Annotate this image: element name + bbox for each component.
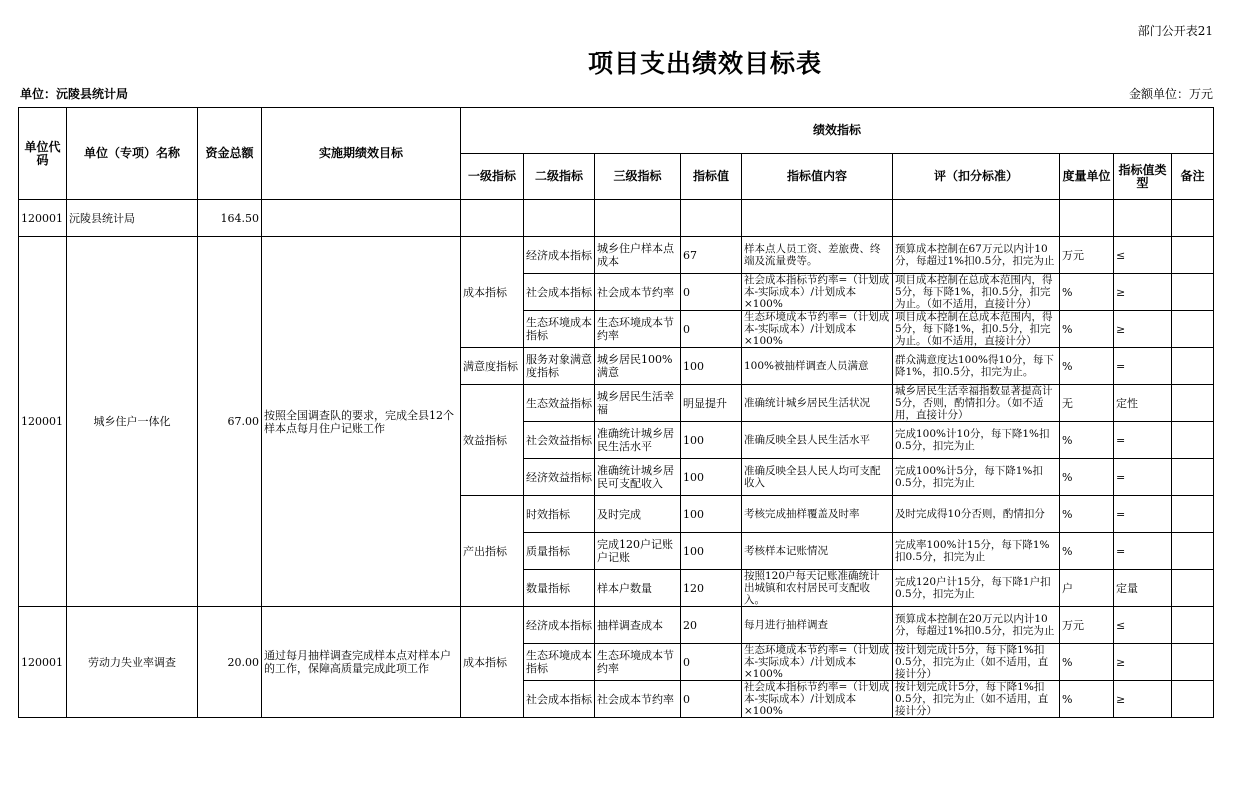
- level3-indicator: 完成120户记账户记账: [595, 533, 681, 570]
- remark: [1172, 348, 1214, 385]
- value-type: ≥: [1114, 681, 1172, 718]
- indicator-value: 100: [681, 422, 742, 459]
- level1-indicator: 成本指标: [461, 237, 524, 348]
- level2-indicator: 生态效益指标: [524, 385, 595, 422]
- level3-indicator: 社会成本节约率: [595, 274, 681, 311]
- measure-unit: 万元: [1060, 237, 1114, 274]
- scoring-standard: 完成120户计15分，每下降1户扣0.5分，扣完为止: [893, 570, 1060, 607]
- scoring-standard: 完成100%计10分，每下降1%扣0.5分，扣完为止: [893, 422, 1060, 459]
- level2-indicator: 服务对象满意度指标: [524, 348, 595, 385]
- value-type: ≥: [1114, 644, 1172, 681]
- indicator-value: 0: [681, 681, 742, 718]
- indicator-value: 100: [681, 533, 742, 570]
- level2-indicator: 经济成本指标: [524, 607, 595, 644]
- level3-indicator: 准确统计城乡居民生活水平: [595, 422, 681, 459]
- level3-indicator: 准确统计城乡居民可支配收入: [595, 459, 681, 496]
- value-type: =: [1114, 496, 1172, 533]
- indicator-content: 100%被抽样调查人员满意: [742, 348, 893, 385]
- project-code: 120001: [19, 607, 67, 718]
- scoring-standard: 预算成本控制在67万元以内计10分，每超过1%扣0.5分，扣完为止: [893, 237, 1060, 274]
- indicator-value: 20: [681, 607, 742, 644]
- remark: [1172, 422, 1214, 459]
- scoring-standard: 项目成本控制在总成本范围内，得5分，每下降1%，扣0.5分，扣完为止。（如不适用，直接计分）: [893, 274, 1060, 311]
- remark: [1172, 681, 1214, 718]
- level3-indicator: 生态环境成本节约率: [595, 311, 681, 348]
- indicator-row: [19, 607, 1214, 644]
- indicator-value: 67: [681, 237, 742, 274]
- remark: [1172, 459, 1214, 496]
- level3-indicator: 样本户数量: [595, 570, 681, 607]
- measure-unit: 万元: [1060, 607, 1114, 644]
- header-level2: 二级指标: [524, 154, 595, 200]
- value-type: =: [1114, 348, 1172, 385]
- measure-unit: 无: [1060, 385, 1114, 422]
- indicator-content: 按照120户每天记账准确统计出城镇和农村居民可支配收入。: [742, 570, 893, 607]
- indicator-content: 样本点人员工资、差旅费、终端及流量费等。: [742, 237, 893, 274]
- project-amount: 67.00: [198, 237, 262, 607]
- indicator-value: 100: [681, 348, 742, 385]
- measure-unit: %: [1060, 681, 1114, 718]
- scoring-standard: 项目成本控制在总成本范围内，得5分，每下降1%，扣0.5分，扣完为止。（如不适用，直接计分）: [893, 311, 1060, 348]
- level2-indicator: 社会成本指标: [524, 274, 595, 311]
- scoring-standard: 按计划完成计5分，每下降1%扣0.5分，扣完为止（如不适用，直接计分）: [893, 644, 1060, 681]
- summary-code: 120001: [19, 200, 67, 237]
- level3-indicator: 城乡住户样本点成本: [595, 237, 681, 274]
- level1-indicator: 满意度指标: [461, 348, 524, 385]
- measure-unit: %: [1060, 459, 1114, 496]
- level2-indicator: 经济成本指标: [524, 237, 595, 274]
- amount-unit-label: 金额单位：万元: [1128, 87, 1213, 101]
- level3-indicator: 生态环境成本节约率: [595, 644, 681, 681]
- header-remark: 备注: [1172, 154, 1214, 200]
- level2-indicator: 经济效益指标: [524, 459, 595, 496]
- value-type: =: [1114, 422, 1172, 459]
- measure-unit: 户: [1060, 570, 1114, 607]
- level1-indicator: 效益指标: [461, 385, 524, 496]
- value-type: ≤: [1114, 607, 1172, 644]
- measure-unit: %: [1060, 422, 1114, 459]
- level2-indicator: 质量指标: [524, 533, 595, 570]
- header-unit-code: 单位代码: [19, 108, 67, 200]
- table-number-label: 部门公开表21: [1137, 24, 1213, 38]
- level3-indicator: 抽样调查成本: [595, 607, 681, 644]
- project-goal: 按照全国调查队的要求，完成全县12个样本点每月住户记账工作: [262, 237, 461, 607]
- summary-name: 沅陵县统计局: [67, 200, 198, 237]
- project-name: 劳动力失业率调查: [67, 607, 198, 718]
- project-name: 城乡住户一体化: [67, 237, 198, 607]
- scoring-standard: 及时完成得10分否则，酌情扣分: [893, 496, 1060, 533]
- performance-table: [18, 107, 1214, 718]
- remark: [1172, 644, 1214, 681]
- project-goal: 通过每月抽样调查完成样本点对样本户的工作，保障高质量完成此项工作: [262, 607, 461, 718]
- indicator-value: 0: [681, 274, 742, 311]
- remark: [1172, 607, 1214, 644]
- page-title: 项目支出绩效目标表: [587, 49, 822, 78]
- value-type: ≤: [1114, 237, 1172, 274]
- scoring-standard: 群众满意度达100%得10分，每下降1%，扣0.5分，扣完为止。: [893, 348, 1060, 385]
- value-type: 定性: [1114, 385, 1172, 422]
- indicator-value: 100: [681, 459, 742, 496]
- level3-indicator: 及时完成: [595, 496, 681, 533]
- indicator-content: 社会成本指标节约率=（计划成本-实际成本）/计划成本×100%: [742, 274, 893, 311]
- project-amount: 20.00: [198, 607, 262, 718]
- level3-indicator: 社会成本节约率: [595, 681, 681, 718]
- indicator-content: 准确统计城乡居民生活状况: [742, 385, 893, 422]
- scoring-standard: 完成率100%计15分，每下降1%扣0.5分，扣完为止: [893, 533, 1060, 570]
- remark: [1172, 311, 1214, 348]
- header-value-type: 指标值类型: [1114, 154, 1172, 200]
- level2-indicator: 生态环境成本指标: [524, 644, 595, 681]
- indicator-content: 社会成本指标节约率=（计划成本-实际成本）/计划成本×100%: [742, 681, 893, 718]
- indicator-value: 明显提升: [681, 385, 742, 422]
- unit-label: 单位：沅陵县统计局: [20, 87, 129, 101]
- measure-unit: %: [1060, 348, 1114, 385]
- remark: [1172, 237, 1214, 274]
- header-level3: 三级指标: [595, 154, 681, 200]
- value-type: ≥: [1114, 311, 1172, 348]
- indicator-content: 生态环境成本节约率=（计划成本-实际成本）/计划成本×100%: [742, 311, 893, 348]
- header-goal: 实施期绩效目标: [262, 108, 461, 200]
- value-type: 定量: [1114, 570, 1172, 607]
- level1-indicator: 产出指标: [461, 496, 524, 607]
- indicator-content: 每月进行抽样调查: [742, 607, 893, 644]
- scoring-standard: 按计划完成计5分，每下降1%扣0.5分，扣完为止（如不适用，直接计分）: [893, 681, 1060, 718]
- level2-indicator: 时效指标: [524, 496, 595, 533]
- indicator-value: 0: [681, 311, 742, 348]
- level3-indicator: 城乡居民100%满意: [595, 348, 681, 385]
- value-type: ≥: [1114, 274, 1172, 311]
- measure-unit: %: [1060, 311, 1114, 348]
- level2-indicator: 社会成本指标: [524, 681, 595, 718]
- indicator-content: 考核完成抽样覆盖及时率: [742, 496, 893, 533]
- indicator-value: 100: [681, 496, 742, 533]
- summary-row: [19, 200, 1214, 237]
- remark: [1172, 570, 1214, 607]
- indicator-value: 120: [681, 570, 742, 607]
- level1-indicator: 成本指标: [461, 607, 524, 718]
- header-measure-unit: 度量单位: [1060, 154, 1114, 200]
- remark: [1172, 496, 1214, 533]
- header-total-funds: 资金总额: [198, 108, 262, 200]
- remark: [1172, 533, 1214, 570]
- measure-unit: %: [1060, 533, 1114, 570]
- indicator-value: 0: [681, 644, 742, 681]
- scoring-standard: 城乡居民生活幸福指数显著提高计5分，否则，酌情扣分。（如不适用，直接计分）: [893, 385, 1060, 422]
- scoring-standard: 完成100%计5分，每下降1%扣0.5分，扣完为止: [893, 459, 1060, 496]
- header-content: 指标值内容: [742, 154, 893, 200]
- indicator-content: 准确反映全县人民人均可支配收入: [742, 459, 893, 496]
- indicator-content: 生态环境成本节约率=（计划成本-实际成本）/计划成本×100%: [742, 644, 893, 681]
- level2-indicator: 生态环境成本指标: [524, 311, 595, 348]
- header-level1: 一级指标: [461, 154, 524, 200]
- scoring-standard: 预算成本控制在20万元以内计10分，每超过1%扣0.5分，扣完为止: [893, 607, 1060, 644]
- header-unit-name: 单位（专项）名称: [67, 108, 198, 200]
- measure-unit: %: [1060, 644, 1114, 681]
- value-type: =: [1114, 533, 1172, 570]
- project-code: 120001: [19, 237, 67, 607]
- measure-unit: %: [1060, 274, 1114, 311]
- level3-indicator: 城乡居民生活幸福: [595, 385, 681, 422]
- indicator-row: [19, 237, 1214, 274]
- summary-amount: 164.50: [198, 200, 262, 237]
- header-value: 指标值: [681, 154, 742, 200]
- level2-indicator: 数量指标: [524, 570, 595, 607]
- header-scoring: 评（扣分标准）: [893, 154, 1060, 200]
- indicator-content: 考核样本记账情况: [742, 533, 893, 570]
- measure-unit: %: [1060, 496, 1114, 533]
- remark: [1172, 274, 1214, 311]
- value-type: =: [1114, 459, 1172, 496]
- header-indicators: 绩效指标: [461, 108, 1214, 154]
- level2-indicator: 社会效益指标: [524, 422, 595, 459]
- indicator-content: 准确反映全县人民生活水平: [742, 422, 893, 459]
- remark: [1172, 385, 1214, 422]
